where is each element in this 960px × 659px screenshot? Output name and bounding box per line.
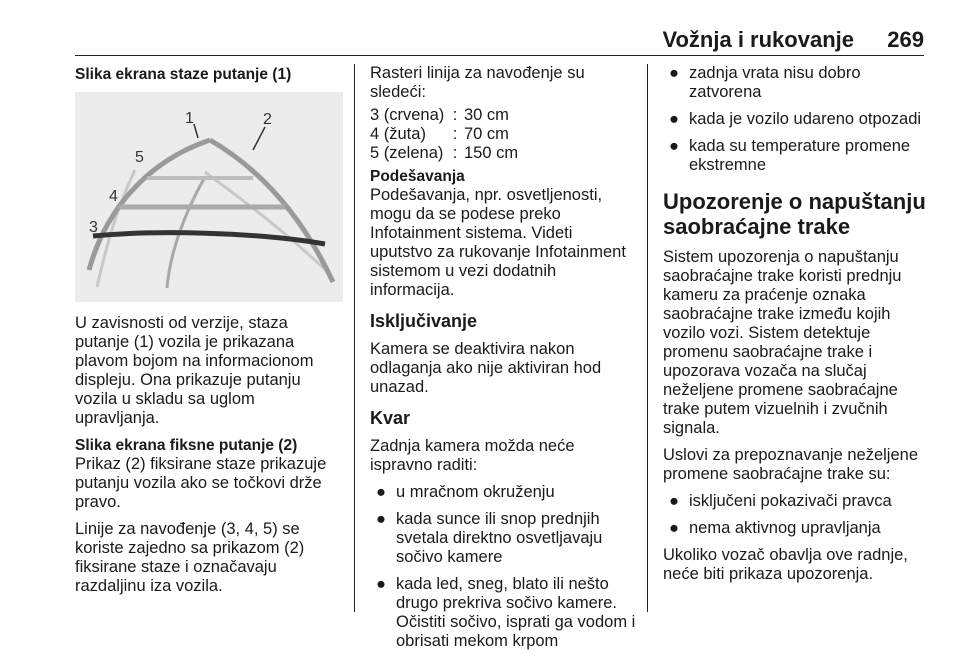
raster-sep: : [452, 125, 458, 143]
settings-heading: Podešavanja [370, 168, 465, 185]
header-rule [75, 55, 924, 56]
list-item: ● zadnja vrata nisu dobro zatvorena [669, 64, 861, 101]
raster-value: 150 cm [464, 144, 519, 162]
list-item: ● nema aktivnog upravljanja [669, 519, 881, 537]
bullet-icon: ● [669, 64, 679, 82]
raster-value: 30 cm [464, 106, 509, 124]
camera-guideline-diagram [75, 92, 343, 302]
raster-row [370, 125, 518, 144]
fault-list-continued [663, 64, 928, 175]
bullet-icon: ● [376, 510, 386, 528]
raster-sep: : [452, 144, 458, 162]
page-header [0, 0, 960, 64]
diagram-label-2: 2 [263, 111, 272, 128]
bullet-icon: ● [376, 483, 386, 501]
raster-label: 5 (zelena) [370, 144, 444, 162]
lane-warning-heading: Upozorenje o napuštanju saobraćajne trake [663, 189, 926, 239]
list-item: ● kada su temperature promene ekstremne [669, 137, 911, 174]
paragraph-guidelines: Linije za navođenje (3, 4, 5) se koriste zajedno sa prikazom (2) fiksirane staze i označavaju razdaljinu iza vozila. [75, 520, 305, 595]
diagram-label-4: 4 [109, 188, 118, 205]
fault-text: Zadnja kamera možda neće ispravno raditi: [370, 437, 575, 474]
column-divider [354, 64, 355, 612]
raster-row [370, 144, 518, 163]
page-number: 269 [887, 27, 924, 52]
bullet-icon: ● [669, 110, 679, 128]
final-text: Ukoliko vozač obavlja ove radnje, neće biti prikaza upozorenja. [663, 546, 908, 583]
list-item: ● isključeni pokazivači pravca [669, 492, 892, 510]
section-heading-fixed: Slika ekrana fiksne putanje (2) [75, 437, 298, 454]
list-item: ● kada sunce ili snop prednjih svetala direktno osvetljavaju sočivo kamere [376, 510, 603, 566]
column-divider [647, 64, 648, 612]
raster-row [370, 106, 518, 125]
list-item: ● u mračnom okruženju [376, 483, 555, 501]
list-item: ● kada je vozilo udareno otpozadi [669, 110, 922, 128]
off-text: Kamera se deaktivira nakon odlaganja ako nije aktiviran hod unazad. [370, 340, 602, 396]
off-heading: Isključivanje [370, 311, 478, 331]
fault-heading: Kvar [370, 408, 411, 428]
bullet-icon: ● [669, 137, 679, 155]
paragraph-trajectory: U zavisnosti od verzije, staza putanje (1) vozila je prikazana plavom bojom na informacionom displeju. Ona prikazuje putanju vozila u skladu sa uglom upravljanja. [75, 314, 314, 427]
fault-list [370, 483, 638, 651]
raster-value: 70 cm [464, 125, 509, 143]
raster-intro: Rasteri linija za navođenje su sledeći: [370, 64, 585, 101]
lane-warning-text: Sistem upozorenja o napuštanju saobraćajne trake koristi prednju kameru za praćenje oznaka saobraćajne trake između kojih vozilo vozi. Sistem detektuje promenu saobraćajne trake i upozorava vozača na slučaj neželjene promene saobraćajne trake putem vizuelnih i zvučnih signala. [663, 248, 902, 437]
conditions-list [663, 492, 928, 538]
raster-label: 3 (crvena) [370, 106, 445, 124]
column-3 [663, 64, 928, 584]
bullet-icon: ● [669, 492, 679, 510]
column-1 [75, 64, 343, 596]
bullet-icon: ● [376, 575, 386, 593]
diagram-label-1: 1 [185, 110, 194, 127]
raster-sep: : [452, 106, 458, 124]
raster-table [370, 106, 518, 163]
diagram-label-3: 3 [89, 219, 98, 236]
running-title: Vožnja i rukovanje [662, 27, 854, 52]
diagram-label-5: 5 [135, 149, 144, 166]
list-item: ● kada led, sneg, blato ili nešto drugo prekriva sočivo kamere. Očistiti sočivo, isprati ga vodom i obrisati mekom krpom [376, 575, 636, 650]
raster-label: 4 (žuta) [370, 125, 426, 143]
paragraph-fixed: Prikaz (2) fiksirane staze prikazuje putanju vozila ako se točkovi drže pravo. [75, 455, 327, 511]
section-heading-trajectory: Slika ekrana staze putanje (1) [75, 66, 292, 83]
bullet-icon: ● [669, 519, 679, 537]
conditions-text: Uslovi za prepoznavanje neželjene promene saobraćajne trake su: [663, 446, 918, 483]
settings-text: Podešavanja, npr. osvetljenosti, mogu da se podese preko Infotainment sistema. Videti uputstvo za rukovanje Infotainment sistemom u vezi dodatnih informacija. [370, 186, 626, 299]
column-2 [370, 64, 638, 659]
